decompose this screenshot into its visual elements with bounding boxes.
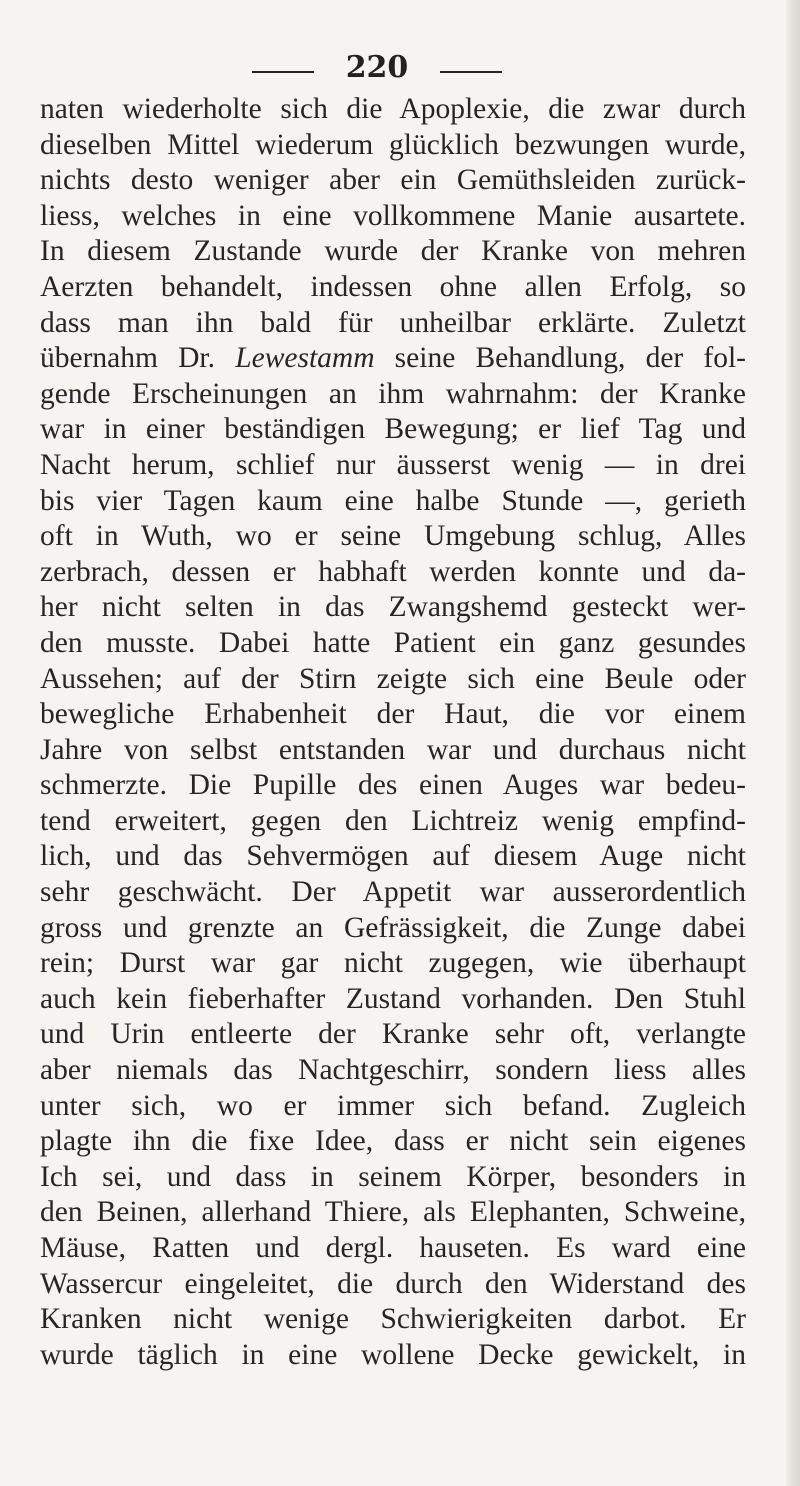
text-line: Aerzten behandelt, indessen ohne allen Erfolg, so: [40, 270, 746, 303]
text-line: her nicht selten in das Zwangshemd gesteckt wer-: [40, 591, 746, 624]
text-line: Wassercur eingeleitet, die durch den Widerstand des: [40, 1267, 746, 1300]
text-line: liess, welches in eine vollkommene Manie ausartete.: [40, 199, 746, 232]
page-number: 220: [345, 50, 409, 85]
doctor-name: Lewestamm: [235, 342, 375, 375]
text-line: bis vier Tagen kaum eine halbe Stunde —, gerieth: [40, 484, 746, 517]
text-line: den Beinen, allerhand Thiere, als Elephanten, Schweine,: [40, 1196, 746, 1229]
text-line: plagte ihn die fixe Idee, dass er nicht sein eigenes: [40, 1125, 746, 1158]
text-line: gende Erscheinungen an ihm wahrnahm: der Kranke: [40, 377, 746, 410]
text-line: war in einer beständigen Bewegung; er lief Tag und: [40, 413, 746, 446]
text-line: Kranken nicht wenige Schwierigkeiten darbot. Er: [40, 1303, 746, 1336]
text-line: dass man ihn bald für unheilbar erklärte. Zuletzt: [40, 306, 746, 339]
text-line: den musste. Dabei hatte Patient ein ganz gesundes: [40, 626, 746, 659]
body-text: [40, 92, 746, 1373]
text-line: gross und grenzte an Gefrässigkeit, die Zunge dabei: [40, 911, 746, 944]
header-rule-right: [440, 71, 502, 73]
text-line: schmerzte. Die Pupille des einen Auges war bedeu-: [40, 769, 746, 802]
text-line: lich, und das Sehvermögen auf diesem Auge nicht: [40, 840, 746, 873]
text-line: auch kein fieberhafter Zustand vorhanden. Den Stuhl: [40, 982, 746, 1015]
text-line: oft in Wuth, wo er seine Umgebung schlug, Alles: [40, 520, 746, 553]
text-fragment: seine Behandlung, der fol-: [394, 342, 746, 375]
text-line: dieselben Mittel wiederum glücklich bezwungen wurde,: [40, 128, 746, 161]
text-line: Nacht herum, schlief nur äusserst wenig — in drei: [40, 448, 746, 481]
text-line: unter sich, wo er immer sich befand. Zugleich: [40, 1089, 746, 1122]
text-line: und Urin entleerte der Kranke sehr oft, verlangte: [40, 1018, 746, 1051]
header-rule-left: [252, 71, 314, 73]
text-line: Aussehen; auf der Stirn zeigte sich eine Beule oder: [40, 662, 746, 695]
text-line: naten wiederholte sich die Apoplexie, die zwar durch: [40, 93, 746, 125]
text-line: zerbrach, dessen er habhaft werden konnte und da-: [40, 555, 746, 588]
page-edge-shadow: [786, 0, 800, 1486]
text-fragment: übernahm Dr.: [40, 342, 216, 375]
text-line-with-name: [40, 341, 746, 377]
text-line: sehr geschwächt. Der Appetit war ausserordentlich: [40, 876, 746, 909]
text-line: aber niemals das Nachtgeschirr, sondern liess alles: [40, 1054, 746, 1087]
text-line: bewegliche Erhabenheit der Haut, die vor einem: [40, 698, 746, 731]
text-line: wurde täglich in eine wollene Decke gewickelt, in: [40, 1338, 746, 1371]
text-line: Ich sei, und dass in seinem Körper, besonders in: [40, 1160, 746, 1193]
text-line: nichts desto weniger aber ein Gemüthsleiden zurück-: [40, 164, 746, 197]
text-line: In diesem Zustande wurde der Kranke von mehren: [40, 235, 746, 268]
text-line: Jahre von selbst entstanden war und durchaus nicht: [40, 733, 746, 766]
text-line: rein; Durst war gar nicht zugegen, wie überhaupt: [40, 947, 746, 980]
text-line: Mäuse, Ratten und dergl. hauseten. Es ward eine: [40, 1232, 746, 1264]
text-line: tend erweitert, gegen den Lichtreiz wenig empfind-: [40, 804, 746, 837]
page-header: [0, 48, 800, 88]
